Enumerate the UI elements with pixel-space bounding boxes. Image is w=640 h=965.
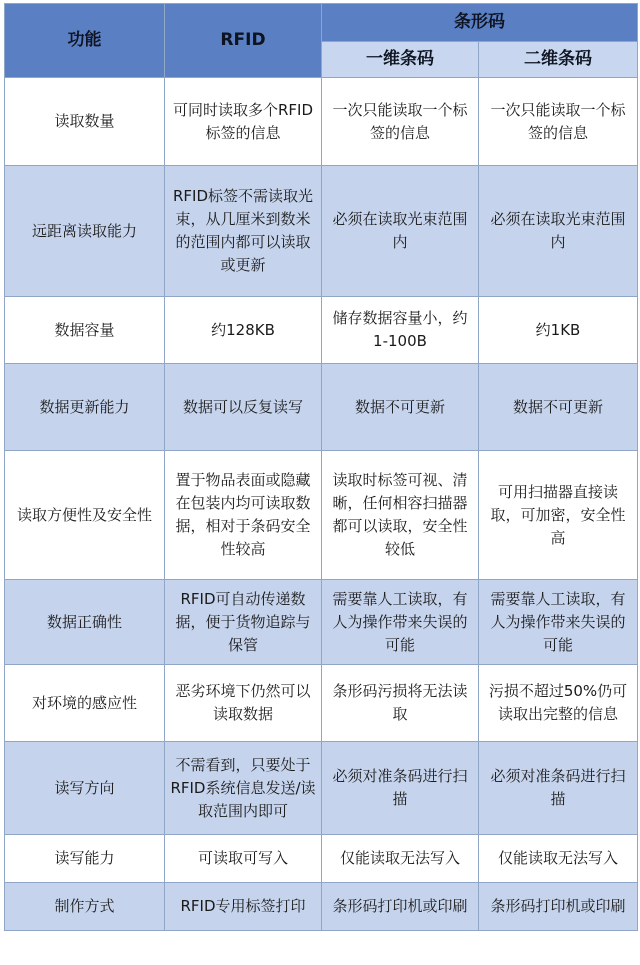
table-row [5,166,638,297]
row-rfid: RFID标签不需读取光束，从几厘米到数米的范围内都可以读取或更新 [165,166,322,297]
header-barcode-2d: 二维条码 [479,42,638,78]
table-row [5,78,638,166]
row-barcode-2d: 仅能读取无法写入 [479,835,638,883]
row-rfid: 置于物品表面或隐藏在包装内均可读取数据，相对于条码安全性较高 [165,451,322,580]
row-barcode-1d: 需要靠人工读取，有人为操作带来失误的可能 [322,580,479,665]
row-barcode-1d: 仅能读取无法写入 [322,835,479,883]
row-feature: 远距离读取能力 [5,166,165,297]
row-barcode-2d: 条形码打印机或印刷 [479,883,638,931]
row-rfid: 不需看到，只要处于RFID系统信息发送/读取范围内即可 [165,742,322,835]
table-row [5,883,638,931]
row-barcode-1d: 数据不可更新 [322,364,479,451]
table-row [5,665,638,742]
row-barcode-1d: 条形码污损将无法读取 [322,665,479,742]
row-rfid: 可读取可写入 [165,835,322,883]
row-barcode-1d: 一次只能读取一个标签的信息 [322,78,479,166]
row-barcode-2d: 数据不可更新 [479,364,638,451]
row-barcode-2d: 污损不超过50%仍可读取出完整的信息 [479,665,638,742]
row-feature: 数据容量 [5,297,165,364]
row-barcode-2d: 必须在读取光束范围内 [479,166,638,297]
row-barcode-2d: 约1KB [479,297,638,364]
row-feature: 读取方便性及安全性 [5,451,165,580]
table-row [5,297,638,364]
row-barcode-1d: 条形码打印机或印刷 [322,883,479,931]
header-barcode-1d: 一维条码 [322,42,479,78]
table-row [5,742,638,835]
row-rfid: 数据可以反复读写 [165,364,322,451]
row-barcode-2d: 需要靠人工读取，有人为操作带来失误的可能 [479,580,638,665]
comparison-table-wrapper [4,3,637,931]
row-feature: 制作方式 [5,883,165,931]
header-feature: 功能 [5,4,165,78]
row-rfid: RFID可自动传递数据，便于货物追踪与保管 [165,580,322,665]
row-rfid: 约128KB [165,297,322,364]
row-barcode-1d: 读取时标签可视、清晰，任何相容扫描器都可以读取，安全性较低 [322,451,479,580]
row-feature: 数据正确性 [5,580,165,665]
row-rfid: RFID专用标签打印 [165,883,322,931]
table-row [5,580,638,665]
header-barcode: 条形码 [322,4,638,42]
row-barcode-2d: 可用扫描器直接读取，可加密，安全性高 [479,451,638,580]
table-row [5,451,638,580]
row-barcode-1d: 必须在读取光束范围内 [322,166,479,297]
row-barcode-2d: 一次只能读取一个标签的信息 [479,78,638,166]
table-row [5,835,638,883]
row-barcode-1d: 必须对准条码进行扫描 [322,742,479,835]
row-rfid: 可同时读取多个RFID标签的信息 [165,78,322,166]
row-barcode-1d: 储存数据容量小，约1-100B [322,297,479,364]
row-feature: 数据更新能力 [5,364,165,451]
header-rfid: RFID [165,4,322,78]
row-rfid: 恶劣环境下仍然可以读取数据 [165,665,322,742]
row-barcode-2d: 必须对准条码进行扫描 [479,742,638,835]
row-feature: 读写方向 [5,742,165,835]
rfid-barcode-comparison-table [4,3,638,931]
row-feature: 对环境的感应性 [5,665,165,742]
row-feature: 读取数量 [5,78,165,166]
row-feature: 读写能力 [5,835,165,883]
table-row [5,364,638,451]
